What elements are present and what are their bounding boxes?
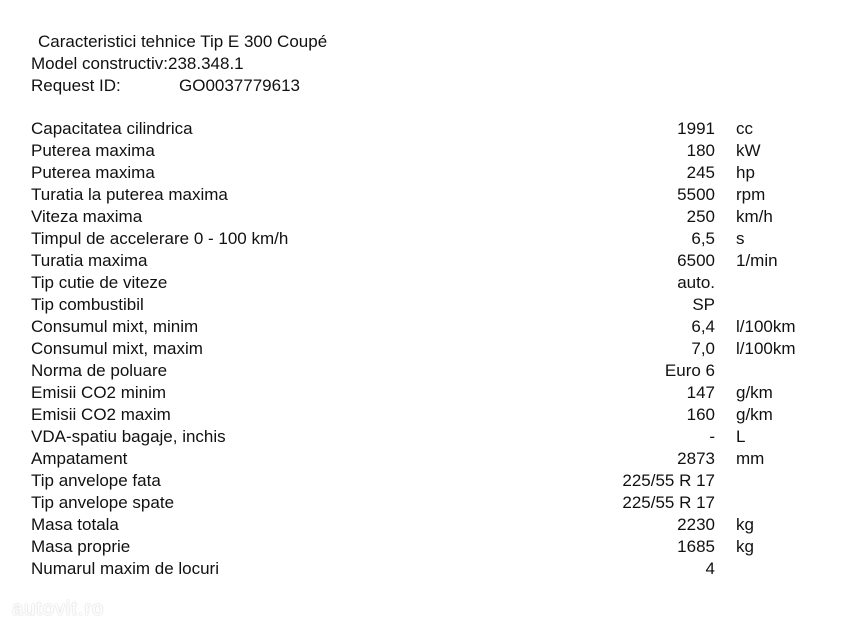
- spec-label: Consumul mixt, maxim: [31, 339, 203, 358]
- spec-label: VDA-spatiu bagaje, inchis: [31, 427, 226, 446]
- spec-label: Tip combustibil: [31, 295, 144, 314]
- spec-label: Norma de poluare: [31, 361, 168, 380]
- specs-table: [31, 118, 821, 580]
- request-label: Request ID:: [31, 76, 121, 95]
- document-title: Caracteristici tehnice Tip E 300 Coupé: [38, 32, 328, 51]
- spec-unit: l/100km: [736, 317, 796, 336]
- request-value: GO0037779613: [179, 76, 300, 95]
- spec-row: [31, 228, 821, 250]
- spec-unit: s: [736, 229, 745, 248]
- spec-row: [31, 448, 821, 470]
- spec-unit: g/km: [736, 405, 773, 424]
- spec-label: Tip anvelope spate: [31, 493, 175, 512]
- spec-value: 160: [686, 405, 715, 424]
- spec-label: Tip anvelope fata: [31, 471, 161, 490]
- spec-row: [31, 272, 821, 294]
- spec-unit: cc: [736, 119, 753, 138]
- spec-row: [31, 382, 821, 404]
- spec-row: [31, 404, 821, 426]
- spec-value: 1991: [677, 119, 715, 138]
- spec-unit: g/km: [736, 383, 773, 402]
- spec-row: [31, 338, 821, 360]
- spec-label: Numarul maxim de locuri: [31, 559, 219, 578]
- spec-value: 6,4: [691, 317, 715, 336]
- spec-value: 2873: [677, 449, 715, 468]
- model-label: Model constructiv:: [31, 54, 168, 73]
- spec-value: auto.: [677, 273, 715, 292]
- spec-value: 245: [686, 163, 715, 182]
- spec-label: Tip cutie de viteze: [31, 273, 168, 292]
- spec-unit: 1/min: [736, 251, 778, 270]
- spec-row: [31, 184, 821, 206]
- spec-label: Turatia la puterea maxima: [31, 185, 228, 204]
- spec-value: -: [709, 427, 715, 446]
- spec-row: [31, 162, 821, 184]
- spec-value: 7,0: [691, 339, 715, 358]
- spec-unit: L: [736, 427, 746, 446]
- spec-row: [31, 536, 821, 558]
- spec-value: 250: [686, 207, 715, 226]
- spec-row: [31, 316, 821, 338]
- spec-row: [31, 470, 821, 492]
- spec-unit: kg: [736, 515, 754, 534]
- spec-value: 225/55 R 17: [622, 471, 715, 490]
- spec-label: Emisii CO2 maxim: [31, 405, 171, 424]
- spec-unit: l/100km: [736, 339, 796, 358]
- spec-value: 4: [705, 559, 715, 578]
- spec-label: Capacitatea cilindrica: [31, 119, 193, 138]
- spec-value: SP: [692, 295, 715, 314]
- request-line: [31, 75, 327, 97]
- spec-label: Masa totala: [31, 515, 119, 534]
- spec-value: Euro 6: [664, 361, 715, 380]
- spec-row: [31, 558, 821, 580]
- spec-label: Turatia maxima: [31, 251, 148, 270]
- spec-row: [31, 250, 821, 272]
- spec-unit: kg: [736, 537, 754, 556]
- spec-row: [31, 294, 821, 316]
- spec-unit: mm: [736, 449, 765, 468]
- spec-label: Timpul de accelerare 0 - 100 km/h: [31, 229, 289, 248]
- spec-value: 1685: [677, 537, 715, 556]
- spec-label: Puterea maxima: [31, 141, 155, 160]
- spec-row: [31, 492, 821, 514]
- spec-label: Ampatament: [31, 449, 128, 468]
- spec-value: 6,5: [691, 229, 715, 248]
- spec-unit: hp: [736, 163, 755, 182]
- model-line: [31, 53, 327, 75]
- spec-value: 180: [686, 141, 715, 160]
- spec-unit: rpm: [736, 185, 766, 204]
- spec-unit: km/h: [736, 207, 773, 226]
- spec-unit: kW: [736, 141, 761, 160]
- watermark-logo: autovit.ro: [12, 598, 105, 620]
- spec-row: [31, 206, 821, 228]
- spec-label: Puterea maxima: [31, 163, 155, 182]
- spec-value: 2230: [677, 515, 715, 534]
- spec-label: Masa proprie: [31, 537, 131, 556]
- document-header: [31, 31, 327, 97]
- spec-row: [31, 360, 821, 382]
- spec-row: [31, 426, 821, 448]
- spec-value: 6500: [677, 251, 715, 270]
- spec-label: Emisii CO2 minim: [31, 383, 167, 402]
- spec-label: Consumul mixt, minim: [31, 317, 199, 336]
- spec-row: [31, 118, 821, 140]
- spec-row: [31, 140, 821, 162]
- spec-value: 225/55 R 17: [622, 493, 715, 512]
- spec-row: [31, 514, 821, 536]
- spec-value: 5500: [677, 185, 715, 204]
- spec-label: Viteza maxima: [31, 207, 143, 226]
- model-value: 238.348.1: [168, 54, 244, 73]
- spec-value: 147: [686, 383, 715, 402]
